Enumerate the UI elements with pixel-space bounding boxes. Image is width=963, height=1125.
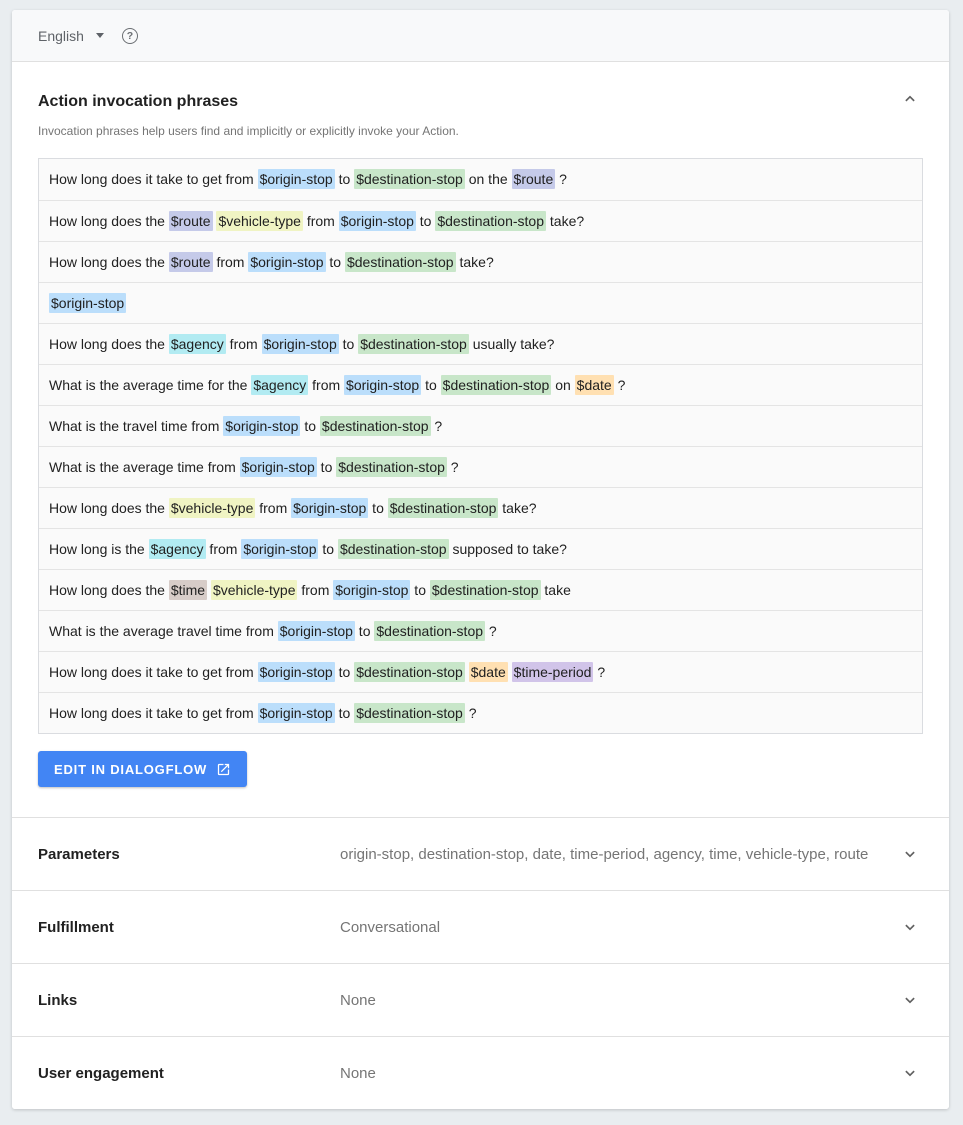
section-value: None [340, 1064, 376, 1082]
chevron-down-icon[interactable] [901, 1064, 919, 1082]
param-token-date: $date [470, 664, 506, 680]
param-token-destination-stop: $destination-stop [431, 582, 539, 598]
caret-down-icon [96, 33, 104, 38]
phrase-row: How long does the $route from $origin-stop to $destination-stop take? [39, 241, 922, 282]
param-token-destination-stop: $destination-stop [356, 664, 463, 680]
param-token-destination-stop: $destination-stop [356, 705, 463, 721]
section-subtitle: Invocation phrases help users find and implicitly or explicitly invoke your Action. [38, 124, 459, 138]
summary-row-fulfillment[interactable] [12, 890, 949, 963]
phrase-row: How long does the $time $vehicle-type from $origin-stop to $destination-stop take [39, 569, 922, 610]
phrase-row: How long does it take to get from $origin-stop to $destination-stop ? [39, 692, 922, 733]
phrase-row: How long does it take to get from $origin-stop to $destination-stop $date $time-period ? [39, 651, 922, 692]
param-token-destination-stop: $destination-stop [356, 171, 463, 187]
param-token-origin-stop: $origin-stop [250, 254, 324, 270]
phrase-list [38, 158, 923, 734]
param-token-destination-stop: $destination-stop [339, 541, 447, 557]
param-token-origin-stop: $origin-stop [340, 213, 414, 229]
summary-row-links[interactable] [12, 963, 949, 1036]
phrase-row: How long does the $vehicle-type from $origin-stop to $destination-stop take? [39, 487, 922, 528]
param-token-destination-stop: $destination-stop [360, 336, 467, 352]
invocation-phrases-section [12, 62, 949, 817]
param-token-origin-stop: $origin-stop [335, 582, 409, 598]
param-token-destination-stop: $destination-stop [338, 459, 445, 475]
chevron-down-icon[interactable] [901, 918, 919, 936]
param-token-route: $route [170, 254, 211, 270]
param-token-agency: $agency [170, 336, 224, 352]
language-label: English [38, 27, 84, 44]
chevron-down-icon[interactable] [901, 991, 919, 1009]
param-token-origin-stop: $origin-stop [293, 500, 367, 516]
main-card [12, 10, 949, 1109]
open-in-new-icon [216, 762, 231, 777]
param-token-destination-stop: $destination-stop [321, 418, 429, 434]
param-token-origin-stop: $origin-stop [51, 295, 125, 311]
param-token-destination-stop: $destination-stop [442, 377, 550, 393]
summary-row-user-engagement[interactable] [12, 1036, 949, 1109]
chevron-up-icon[interactable] [901, 90, 919, 108]
edit-button-label: EDIT IN DIALOGFLOW [54, 761, 208, 777]
section-label: User engagement [38, 1064, 164, 1082]
param-token-route: $route [513, 171, 554, 187]
param-token-vehicle-type: $vehicle-type [212, 582, 296, 598]
phrase-row: What is the average travel time from $origin-stop to $destination-stop ? [39, 610, 922, 651]
param-token-origin-stop: $origin-stop [259, 664, 333, 680]
phrase-row: What is the average time for the $agency from $origin-stop to $destination-stop on $date ? [39, 364, 922, 405]
phrase-row [39, 282, 922, 323]
param-token-time-period: $time-period [513, 664, 592, 680]
param-token-vehicle-type: $vehicle-type [170, 500, 254, 516]
param-token-origin-stop: $origin-stop [259, 705, 333, 721]
section-value: Conversational [340, 918, 441, 936]
section-title: Action invocation phrases [38, 93, 239, 110]
param-token-destination-stop: $destination-stop [389, 500, 497, 516]
param-token-origin-stop: $origin-stop [259, 171, 333, 187]
section-value: origin-stop, destination-stop, date, time-period, agency, time, vehicle-type, route [340, 845, 869, 863]
param-token-agency: $agency [150, 541, 204, 557]
param-token-route: $route [170, 213, 211, 229]
param-token-origin-stop: $origin-stop [346, 377, 420, 393]
summary-sections [12, 817, 949, 1109]
param-token-vehicle-type: $vehicle-type [218, 213, 301, 229]
param-token-destination-stop: $destination-stop [376, 623, 484, 639]
language-dropdown[interactable] [38, 28, 104, 44]
phrase-row: How long does it take to get from $origin-stop to $destination-stop on the $route ? [39, 159, 922, 200]
param-token-origin-stop: $origin-stop [263, 336, 337, 352]
phrase-row: How long is the $agency from $origin-stop to $destination-stop supposed to take? [39, 528, 922, 569]
section-value: None [340, 991, 376, 1009]
param-token-date: $date [576, 377, 612, 393]
param-token-time: $time [170, 582, 206, 598]
param-token-origin-stop: $origin-stop [279, 623, 353, 639]
phrase-row: What is the travel time from $origin-stop to $destination-stop ? [39, 405, 922, 446]
help-icon[interactable]: ? [122, 28, 138, 44]
language-bar [12, 10, 949, 62]
section-label: Parameters [38, 845, 120, 863]
edit-in-dialogflow-button[interactable] [38, 751, 247, 787]
section-label: Links [38, 991, 78, 1009]
param-token-origin-stop: $origin-stop [225, 418, 299, 434]
phrase-row: What is the average time from $origin-stop to $destination-stop ? [39, 446, 922, 487]
phrase-row: How long does the $agency from $origin-stop to $destination-stop usually take? [39, 323, 922, 364]
param-token-destination-stop: $destination-stop [346, 254, 454, 270]
param-token-origin-stop: $origin-stop [241, 459, 315, 475]
phrase-row: How long does the $route $vehicle-type from $origin-stop to $destination-stop take? [39, 200, 922, 241]
param-token-origin-stop: $origin-stop [243, 541, 317, 557]
section-label: Fulfillment [38, 918, 114, 936]
chevron-down-icon[interactable] [901, 845, 919, 863]
summary-row-parameters[interactable] [12, 817, 949, 890]
param-token-agency: $agency [253, 377, 307, 393]
param-token-destination-stop: $destination-stop [437, 213, 544, 229]
